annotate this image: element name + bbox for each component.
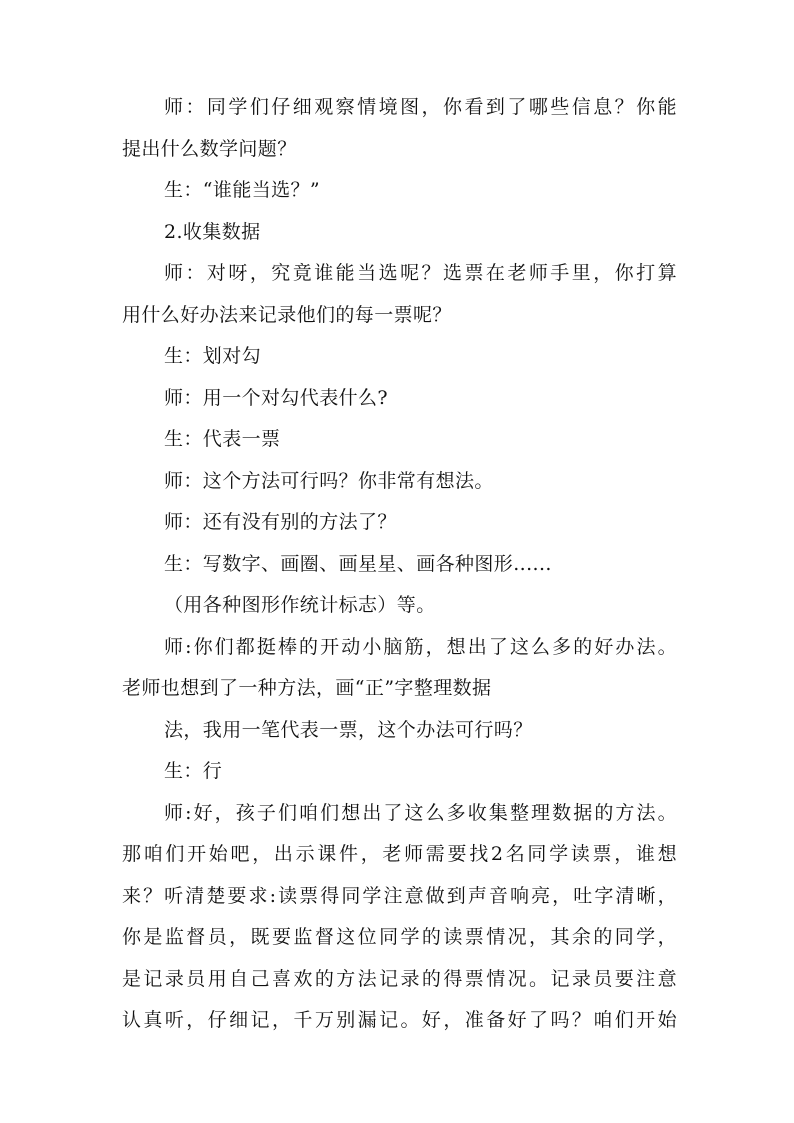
text-line: 老师也想到了一种方法，画“正”字整理数据 <box>122 677 492 699</box>
section-heading: 2.收集数据 <box>164 220 261 243</box>
text-line: 师：还有没有别的方法了？ <box>164 511 397 533</box>
text-line: 师：用一个对勾代表什么? <box>164 386 388 409</box>
text-line: 那咱们开始吧，出示课件，老师需要找2名同学读票，谁想 <box>122 843 677 865</box>
text-line: 师：同学们仔细观察情境图，你看到了哪些信息？你能 <box>164 96 677 118</box>
text-line: 来？听清楚要求:读票得同学注意做到声音响亮，吐字清晰， <box>122 884 677 907</box>
text-line: 师：这个方法可行吗？你非常有想法。 <box>164 469 494 492</box>
text-line: 师：对呀，究竟谁能当选呢？选票在老师手里，你打算 <box>164 262 677 284</box>
text-line: 是记录员用自己喜欢的方法记录的得票情况。记录员要注意 <box>122 967 677 990</box>
text-line: 认真听，仔细记，千万别漏记。好，准备好了吗？咱们开始 <box>122 1009 677 1031</box>
text-line: 用什么好办法来记录他们的每一票呢？ <box>122 303 452 326</box>
document-body <box>122 87 677 1042</box>
text-line: 生：代表一票 <box>164 428 281 450</box>
text-line: 法，我用一笔代表一票，这个办法可行吗？ <box>164 718 533 741</box>
text-line: 你是监督员，既要监督这位同学的读票情况，其余的同学， <box>122 926 677 948</box>
text-line: 师:好，孩子们咱们想出了这么多收集整理数据的方法。 <box>164 801 677 824</box>
text-line: 生：行 <box>164 760 223 782</box>
text-line: （用各种图形作统计标志）等。 <box>164 594 436 616</box>
text-line: 生：写数字、画圈、画星星、画各种图形...... <box>164 552 552 575</box>
text-line: 生：划对勾 <box>164 345 262 367</box>
text-line: 师:你们都挺棒的开动小脑筋，想出了这么多的好办法。 <box>164 635 677 658</box>
text-line: 提出什么数学问题？ <box>122 137 297 160</box>
text-line: 生：“谁能当选？” <box>164 179 321 201</box>
